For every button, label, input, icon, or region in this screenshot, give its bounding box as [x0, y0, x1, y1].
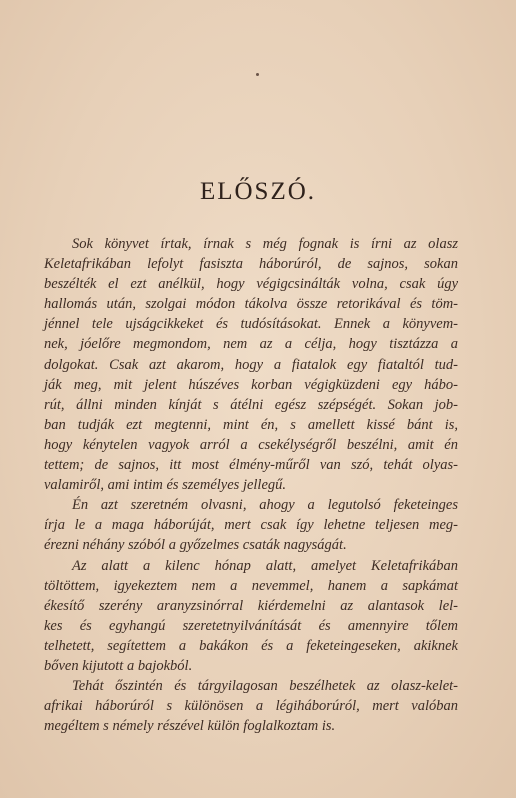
text-line: Én azt szeretném olvasni, ahogy a legutolsó feketeinges [72, 497, 458, 514]
paragraph-2 [44, 495, 458, 555]
body-text [44, 234, 458, 736]
text-line: hallomás után, szolgai módon tákolva össze retorikával és töm- [44, 296, 458, 313]
text-line: ékesítő szerény aranyzsinórral kiérdemelni az alantasok lel- [44, 597, 458, 614]
text-line: kes és egyhangú szeretetnyilvánítását és amennyire tőlem [44, 617, 458, 634]
text-line: töltöttem, igyekeztem nem a nevemmel, hanem a sapkámat [44, 577, 458, 594]
text-line: bőven kijutott a bajokból. [44, 657, 193, 674]
text-line: valamiről, ami intim és személyes jellegű. [44, 477, 287, 494]
text-line: érezni néhány szóból a győzelmes csaták nagyságát. [44, 537, 347, 554]
text-line: telhetett, segítettem a bakákon és a feketeingeseken, akiknek [44, 637, 458, 654]
paragraph-3 [44, 556, 458, 677]
text-line: hogy kénytelen vagyok arról a csekélységről beszélni, amit én [44, 436, 458, 453]
text-line: tettem; de sajnos, itt most élmény-műről van szó, tehát olyas- [44, 457, 458, 474]
text-line: rút, állni minden kínját s átélni egész szépségét. Sokan job- [44, 396, 458, 413]
text-line: beszélték el ezt anélkül, hogy végigcsinálták volna, csak úgy [44, 276, 458, 293]
text-line: nek, jóelőre megmondom, nem az a célja, hogy tisztázza a [44, 336, 458, 353]
page-heading: ELŐSZÓ. [199, 178, 317, 205]
text-line: megéltem s némely részével külön foglalkoztam is. [44, 718, 336, 735]
paragraph-4 [44, 676, 458, 736]
text-line: ban tudják ezt megtenni, mint én, s amellett kissé bánt is, [44, 416, 458, 433]
text-line: Az alatt a kilenc hónap alatt, amelyet Keletafrikában [72, 557, 458, 574]
text-line: afrikai háborúról s különösen a légiháborúról, mert valóban [44, 698, 458, 715]
page-mark [256, 73, 259, 76]
text-line: Tehát őszintén és tárgyilagosan beszélhetek az olasz-kelet- [72, 678, 458, 695]
text-line: írja le a maga háborúját, mert csak így lehetne teljesen meg- [44, 517, 458, 534]
text-line: Sok könyvet írtak, írnak s még fognak is írni az olasz [72, 236, 458, 252]
text-line: Keletafrikában lefolyt fasiszta háborúról, de sajnos, sokan [44, 256, 458, 273]
text-line: ják meg, mit jelent húszéves korban végigküzdeni egy hábo- [44, 376, 458, 393]
text-line: jénnel tele ujságcikkeket és tudósításokat. Ennek a könyvem- [44, 316, 458, 333]
paragraph-1 [44, 234, 458, 495]
text-line: dolgokat. Csak azt akarom, hogy a fiatalok egy fiataltól tud- [44, 356, 458, 373]
